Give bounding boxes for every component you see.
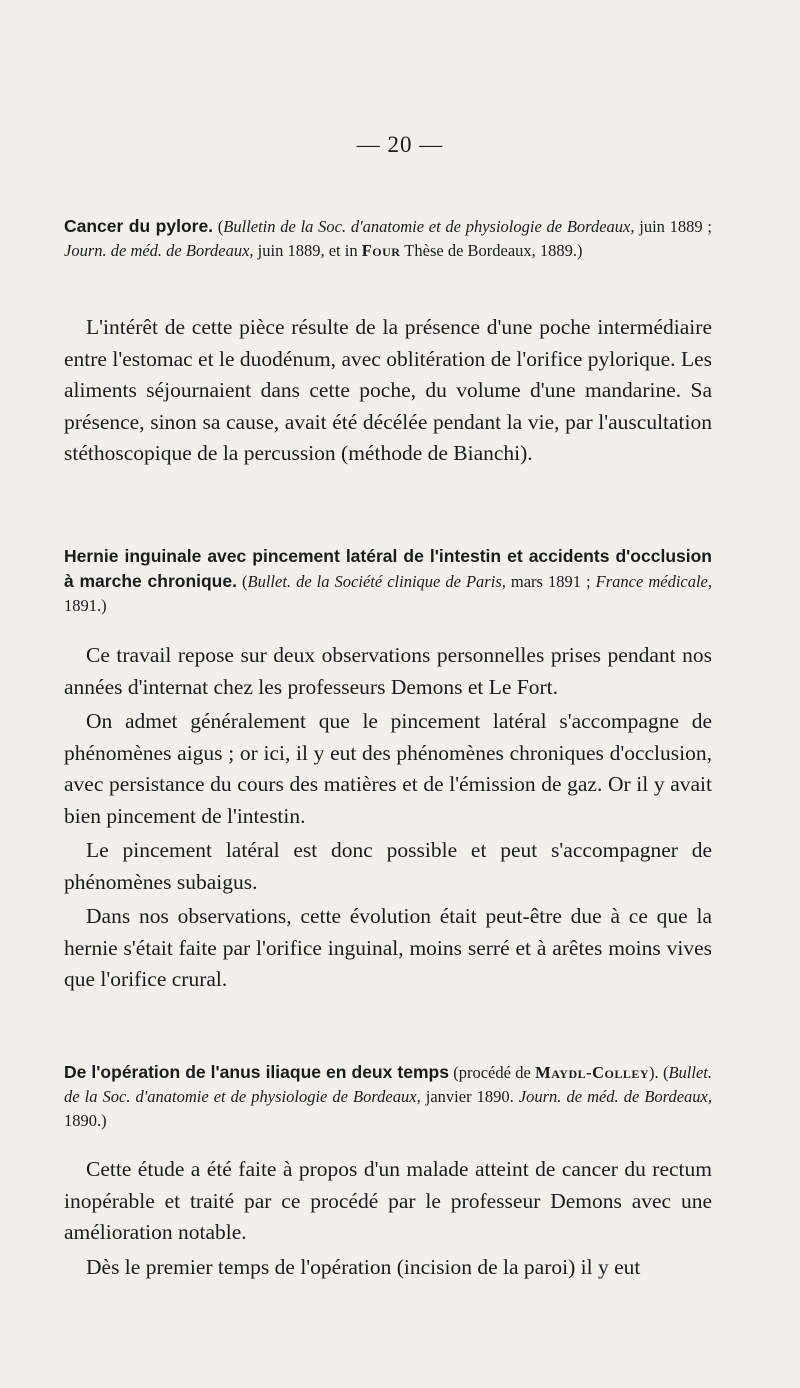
citation-title: Bullet. de la Société clinique de Paris,	[247, 572, 506, 591]
paragraph: Ce travail repose sur deux observations personnelles prises pendant nos années d'internat chez les professeurs Demons et Le Fort.	[64, 643, 712, 699]
paragraph: L'intérêt de cette pièce résulte de la présence d'une poche intermédiaire entre l'estomac et le duodénum, avec oblitération de l'orifice pylorique. Les aliments séjournaient dans cette poche, du volume d'une mandarine. Sa présence, sinon sa cause, avait été décélée pendant la vie, par l'auscultation stéthoscopique de la percussion (méthode de Bianchi).	[64, 315, 712, 465]
section-reference	[64, 544, 712, 618]
citation-title: Journ. de méd. de Bordeaux,	[64, 241, 254, 260]
paragraph: Cette étude a été faite à propos d'un malade atteint de cancer du rectum inopérable et traité par ce procédé par le professeur Demons avec une amélioration notable.	[64, 1157, 712, 1244]
citation-text: juin 1889 ;	[634, 217, 712, 236]
citation-text: ). (	[649, 1063, 669, 1082]
citation-title: Journ. de méd. de Bordeaux,	[518, 1087, 713, 1106]
citation-text: (procédé de	[448, 1063, 536, 1082]
section-reference	[64, 1060, 712, 1133]
section-anus-iliaque	[64, 1060, 712, 1133]
section-heading: De l'opération de l'anus iliaque en deux temps	[64, 1062, 449, 1082]
citation-title: France médicale,	[595, 572, 713, 591]
section-body	[64, 312, 712, 470]
paragraph: Le pincement latéral est donc possible et peut s'accompagner de phénomènes subaigus.	[64, 838, 712, 894]
citation-text: 1891.)	[64, 596, 107, 615]
citation-text: 1890.)	[64, 1111, 107, 1130]
section-heading: Hernie inguinale avec pincement latéral de l'intestin et accidents d'occlusion à marche chronique.	[64, 546, 712, 591]
section-heading: Cancer du pylore.	[64, 216, 214, 236]
section-reference	[64, 214, 712, 263]
paragraph: Dans nos observations, cette évolution était peut-être due à ce que la hernie s'était faite par l'orifice inguinal, moins serré et à arêtes moins vives que l'orifice crural.	[64, 904, 712, 991]
citation-text: (	[236, 572, 248, 591]
citation-text: (	[213, 217, 224, 236]
citation-text: juin 1889, et in	[253, 241, 362, 260]
paragraph: On admet généralement que le pincement latéral s'accompagne de phénomènes aigus ; or ici, il y eut des phénomènes chroniques d'occlusion, avec persistance du cours des matières et de l'émission de gaz. Or il y avait bien pincement de l'intestin.	[64, 709, 712, 828]
citation-text: Thèse de Bordeaux, 1889.)	[400, 241, 583, 260]
author-name: Four	[361, 241, 401, 260]
author-name: Maydl-Colley	[535, 1063, 650, 1082]
section-hernie-inguinale	[64, 544, 712, 618]
citation-title: Bulletin de la Soc. d'anatomie et de physiologie de Bordeaux,	[223, 217, 635, 236]
section-body	[64, 640, 712, 996]
page-number: — 20 —	[356, 132, 444, 157]
citation-text: janvier 1890.	[420, 1087, 519, 1106]
section-cancer-pylore	[64, 214, 712, 263]
paragraph: Dès le premier temps de l'opération (incision de la paroi) il y eut	[86, 1254, 641, 1279]
citation-title: Bullet. de la Soc. d'anatomie et de physiologie de Bordeaux,	[64, 1063, 712, 1106]
citation-text: mars 1891 ;	[505, 572, 596, 591]
section-body	[64, 1154, 712, 1283]
